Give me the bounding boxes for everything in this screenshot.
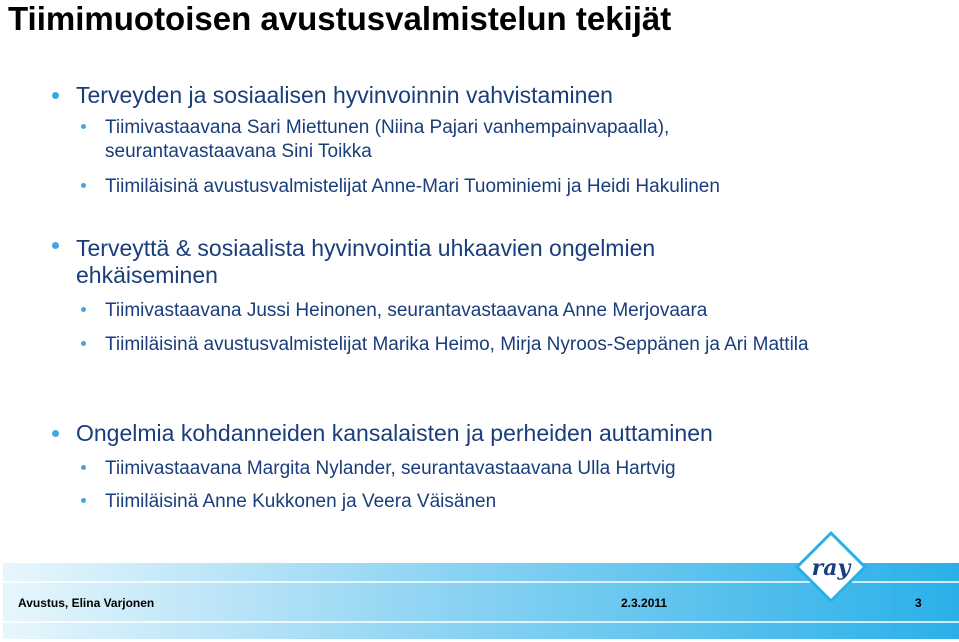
bullet-dot (52, 242, 59, 249)
bullet-dot (52, 92, 59, 99)
footer-author: Avustus, Elina Varjonen (18, 596, 155, 610)
footer-page-number: 3 (915, 596, 922, 610)
bullet-dot (81, 465, 86, 470)
bullet-dot (81, 124, 86, 129)
ray-logo-text: ray (811, 555, 851, 581)
footer-stripe (3, 621, 959, 623)
section-heading: Terveyttä & sosiaalista hyvinvointia uhkaavien ongelmien ehkäiseminen (76, 235, 656, 288)
bullet-dot (81, 183, 86, 188)
slide-title: Tiimimuotoisen avustusvalmistelun tekijät (8, 0, 672, 37)
footer-date: 2.3.2011 (621, 596, 668, 610)
bullet-dot (81, 341, 86, 346)
bullet-dot (81, 498, 86, 503)
section-item: Tiimivastaavana Jussi Heinonen, seurantavastaavana Anne Merjovaara (105, 300, 708, 321)
section-item: Tiimiläisinä avustusvalmistelijat Marika Heimo, Mirja Nyroos-Seppänen ja Ari Mattila (105, 334, 809, 355)
ray-logo-icon (793, 529, 869, 605)
bullet-dot (81, 307, 86, 312)
section-item: Tiimiläisinä avustusvalmistelijat Anne-Mari Tuominiemi ja Heidi Hakulinen (105, 176, 720, 197)
section-item: Tiimivastaavana Margita Nylander, seurantavastaavana Ulla Hartvig (105, 458, 676, 479)
section-heading: Terveyden ja sosiaalisen hyvinvoinnin vahvistaminen (76, 82, 613, 108)
section-item: Tiimivastaavana Sari Miettunen (Niina Pajari vanhempainvapaalla), seurantavastaavana Sini Toikka (105, 117, 670, 162)
section-item: Tiimiläisinä Anne Kukkonen ja Veera Väisänen (105, 491, 497, 512)
section-heading: Ongelmia kohdanneiden kansalaisten ja perheiden auttaminen (76, 420, 713, 446)
bullet-dot (52, 430, 59, 437)
